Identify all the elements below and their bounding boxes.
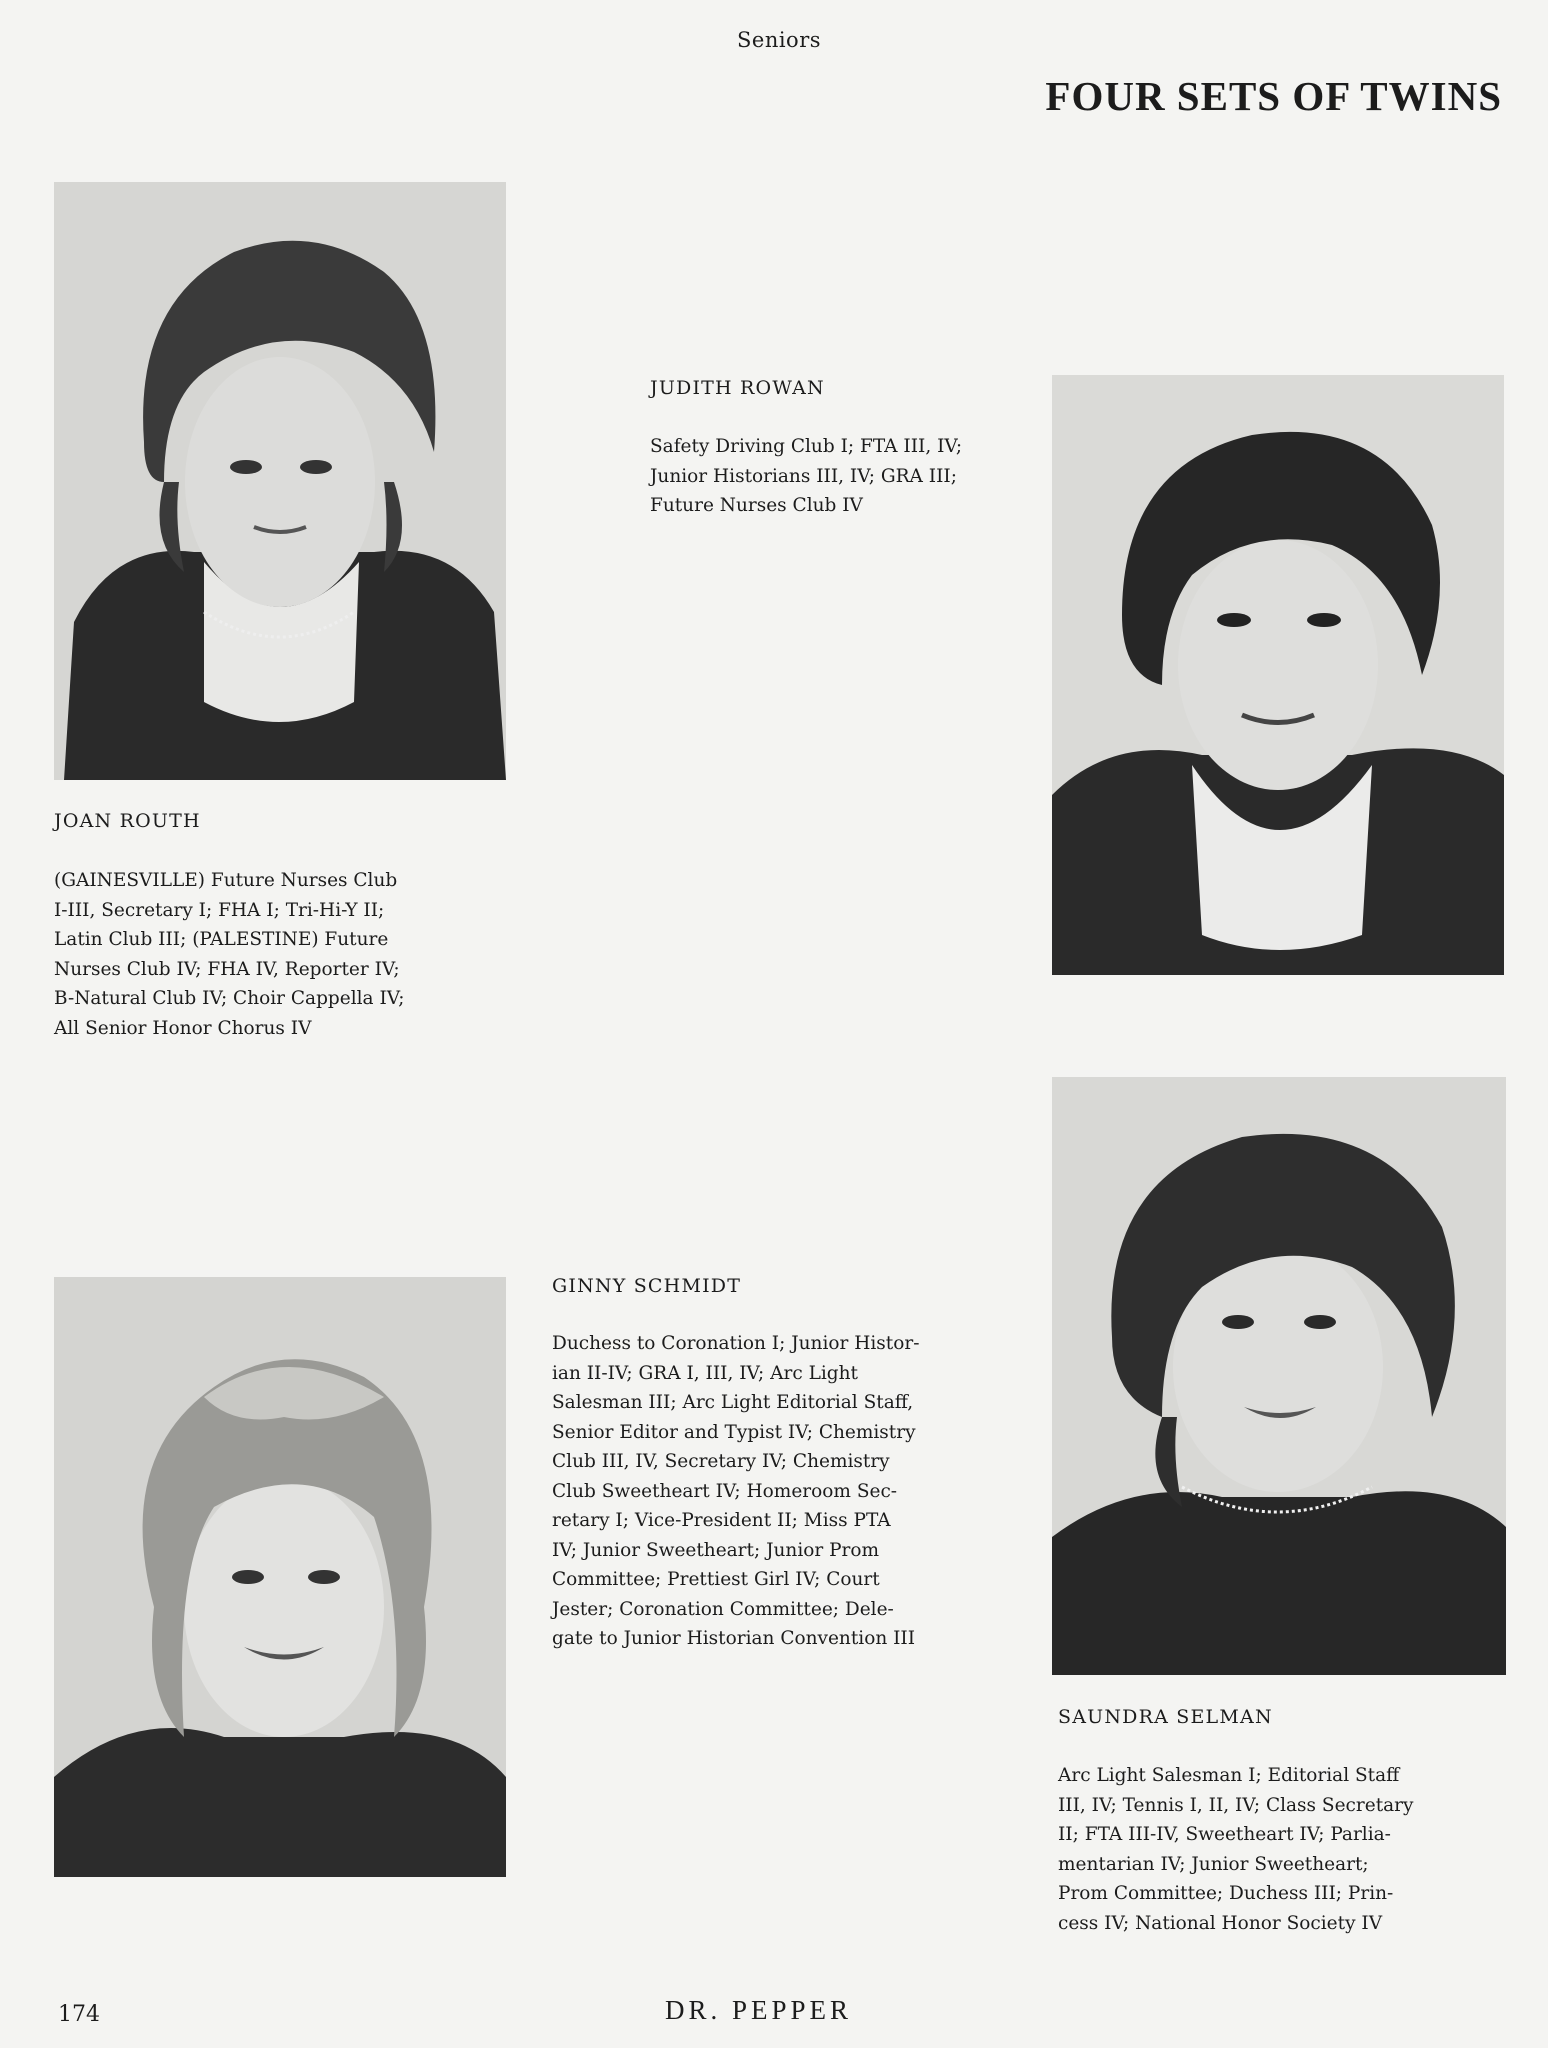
student-activities: Safety Driving Club I; FTA III, IV; Junior Historians III, IV; GRA III; Future Nurses Club IV — [650, 436, 963, 516]
student-activities: (GAINESVILLE) Future Nurses Club I-III, Secretary I; FHA I; Tri-Hi-Y II; Latin Club III; (PALESTINE) Future Nurses Club IV; FHA IV, Reporter IV; B-Natural Club IV; Choir Cappella IV; All Senior Honor Chorus IV — [54, 870, 405, 1039]
portrait-judith-rowan — [1052, 375, 1504, 975]
student-name: GINNY SCHMIDT — [552, 1275, 742, 1297]
page-number: 174 — [58, 2002, 100, 2027]
section-label: Seniors — [737, 28, 822, 52]
student-name: JUDITH ROWAN — [650, 377, 825, 399]
portrait-saundra-selman — [1052, 1077, 1506, 1675]
student-activities: Duchess to Coronation I; Junior Histor- ian II-IV; GRA I, III, IV; Arc Light Salesman III; Arc Light Editorial Staff, Senior Editor and Typist IV; Chemistry Club III, IV, Secretary IV; Chemistry Club Sweetheart IV; Homeroom Sec- retary I; Vice-President II; Miss PTA IV; Junior Sweetheart; Junior Prom Committee; Prettiest Girl IV; Court Jester; Coronation Committee; Dele- gate to Junior Historian Convention III — [552, 1333, 920, 1649]
student-name: JOAN ROUTH — [54, 810, 201, 832]
page-title: FOUR SETS OF TWINS — [1045, 73, 1502, 119]
sponsor-text: DR. PEPPER — [665, 1995, 853, 2025]
student-name: SAUNDRA SELMAN — [1058, 1706, 1273, 1728]
portrait-ginny-schmidt — [54, 1277, 506, 1877]
portrait-joan-routh — [54, 182, 506, 780]
student-activities: Arc Light Salesman I; Editorial Staff III, IV; Tennis I, II, IV; Class Secretary II; FTA III-IV, Sweetheart IV; Parlia- mentarian IV; Junior Sweetheart; Prom Committee; Duchess III; Prin- cess IV; National Honor Society IV — [1058, 1765, 1414, 1934]
